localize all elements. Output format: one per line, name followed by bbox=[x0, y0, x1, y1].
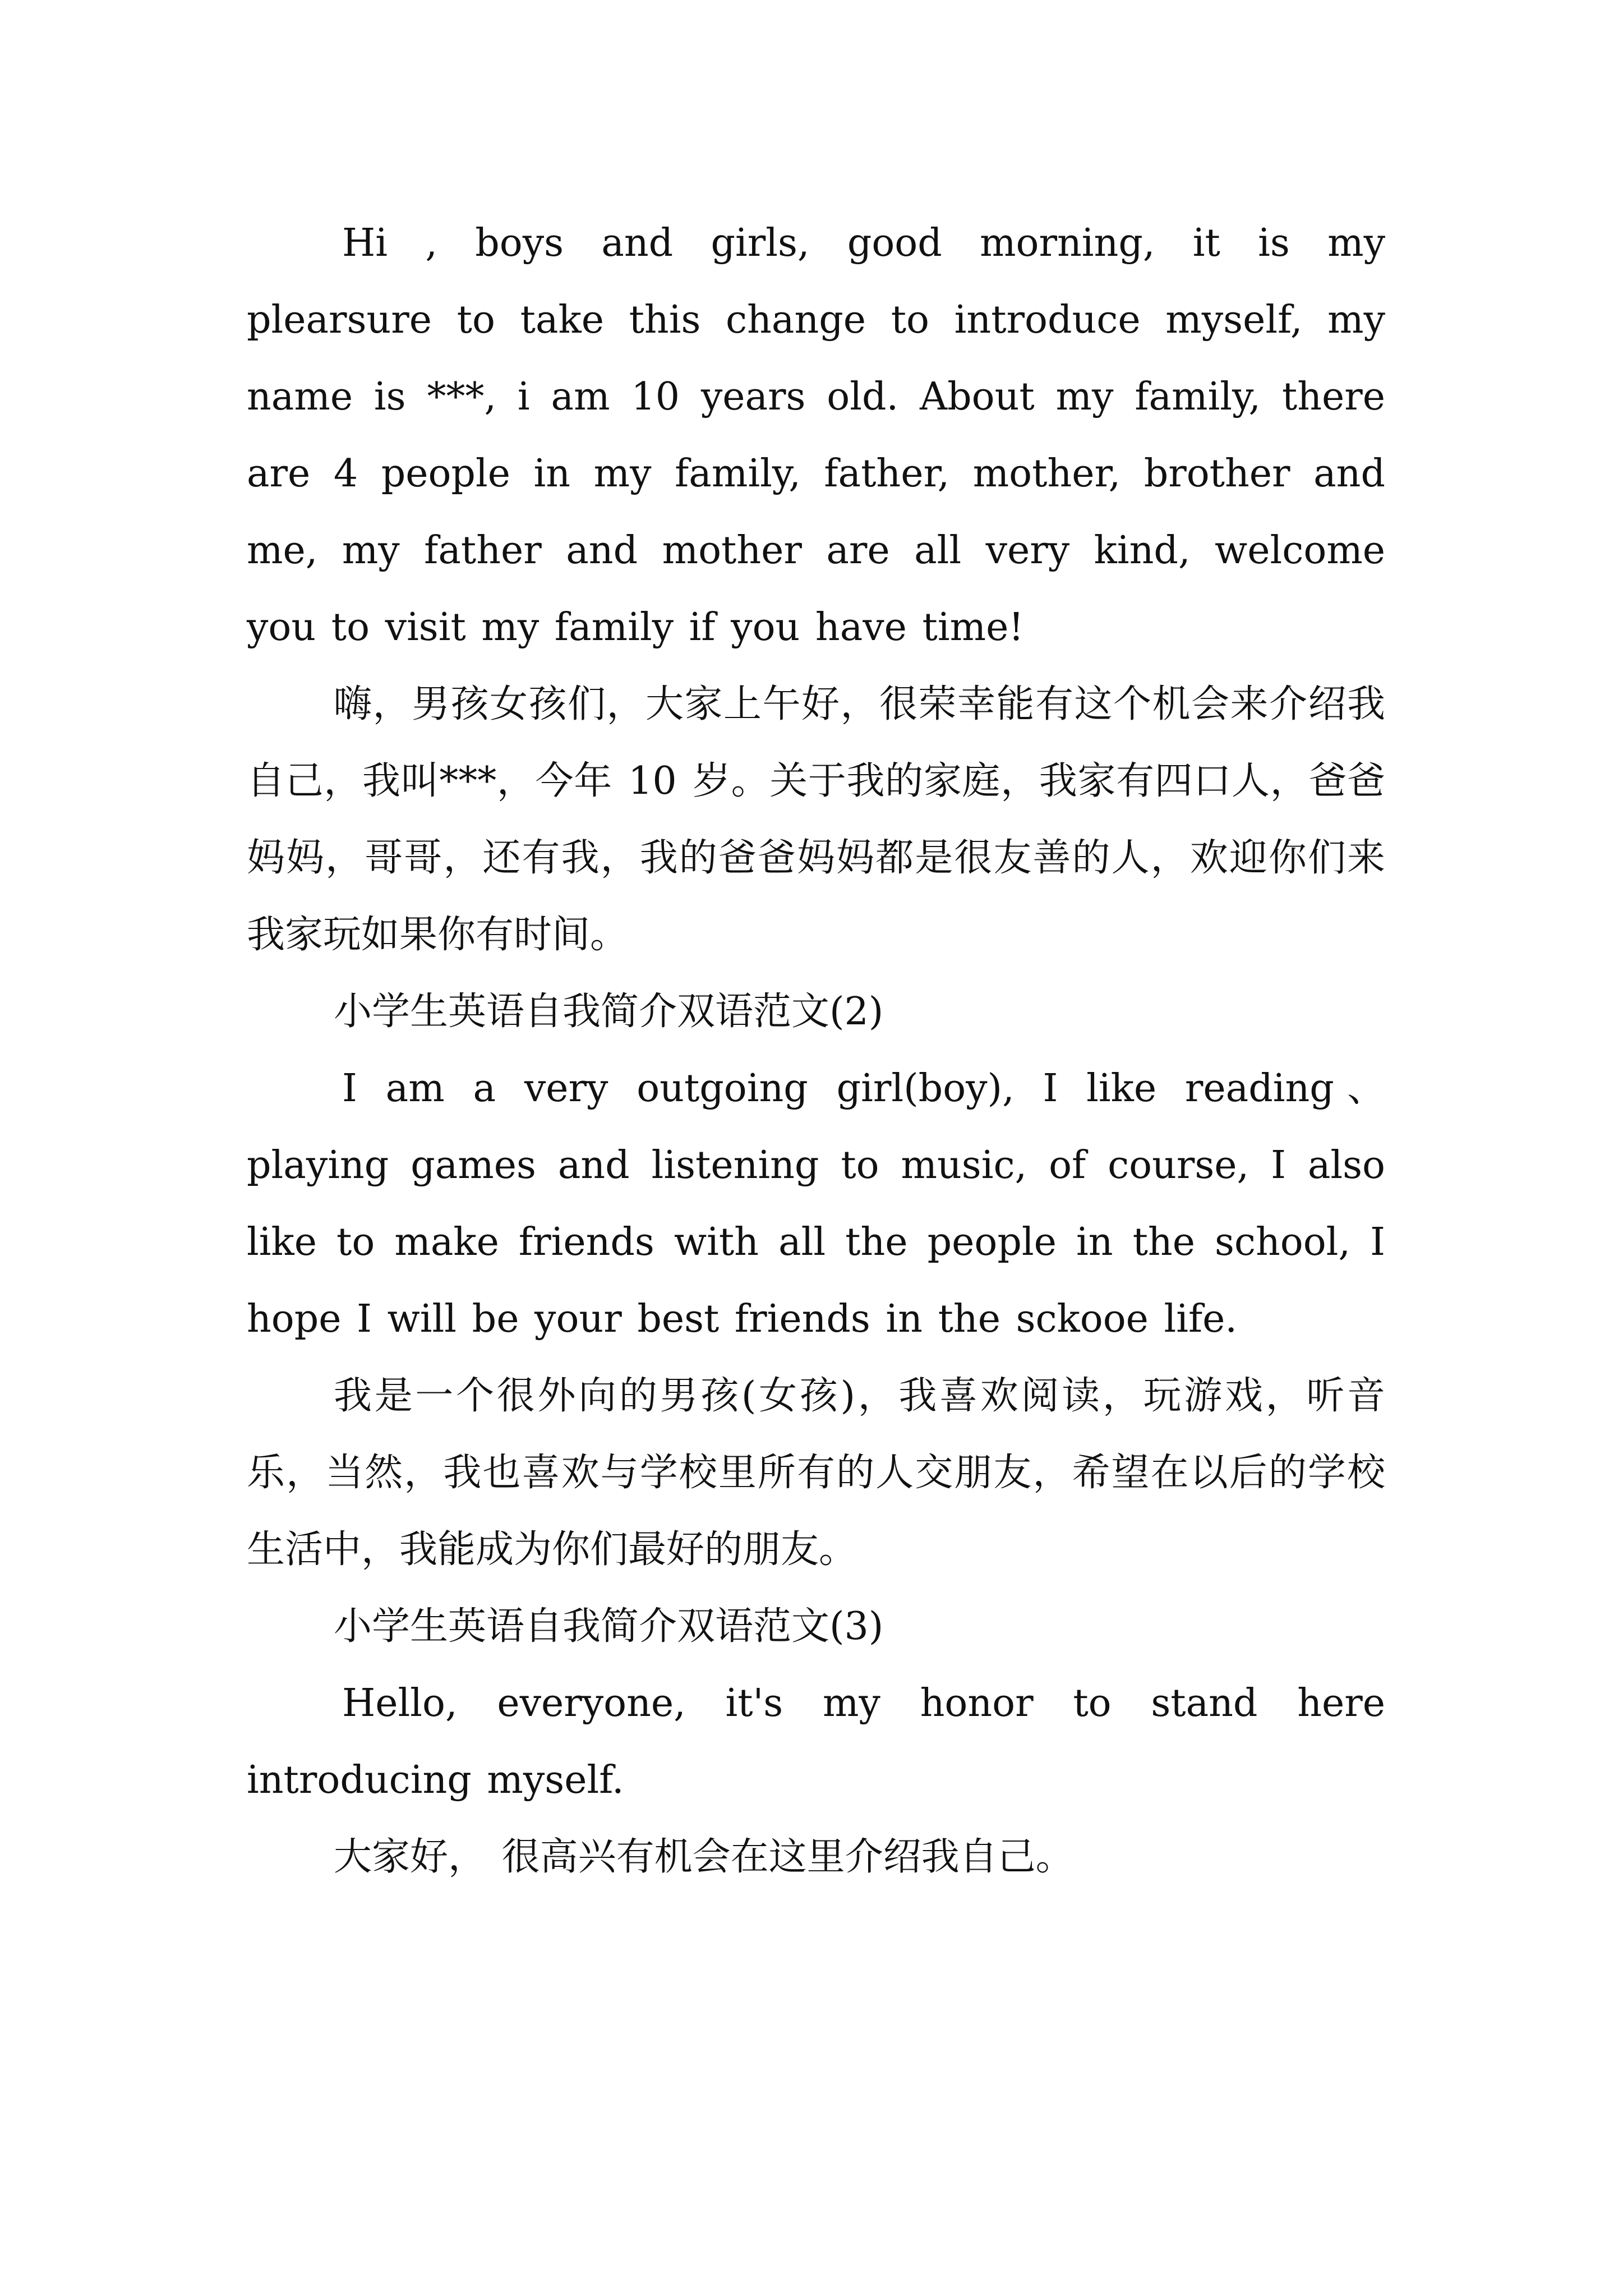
chinese-paragraph-3: 大家好， 很高兴有机会在这里介绍我自己。 bbox=[334, 1835, 1074, 1879]
chinese-paragraph-2: 我是一个很外向的男孩(女孩)，我喜欢阅读，玩游戏，听音乐，当然，我也喜欢与学校里所有的人交朋友，希望在以后的学校生活中，我能成为你们最好的朋友。 bbox=[247, 1374, 1385, 1572]
section-heading-2: 小学生英语自我简介双语范文(2) bbox=[334, 990, 884, 1034]
english-paragraph-3: Hello, everyone, it's my honor to stand here introducing myself. bbox=[247, 1681, 1385, 1802]
english-paragraph-2: I am a very outgoing girl(boy), I like reading、playing games and listening to music, of course, I also like to make friends with all the people in the school, I hope I will be your best friends in the sckooe life. bbox=[247, 1066, 1385, 1341]
chinese-paragraph-1: 嗨，男孩女孩们，大家上午好，很荣幸能有这个机会来介绍我自己，我叫***，今年 10 岁。关于我的家庭，我家有四口人，爸爸妈妈，哥哥，还有我，我的爸爸妈妈都是很友善的人，欢迎你们来我家玩如果你有时间。 bbox=[247, 682, 1385, 957]
section-heading-3: 小学生英语自我简介双语范文(3) bbox=[334, 1604, 884, 1649]
english-paragraph-1: Hi , boys and girls, good morning, it is my plearsure to take this change to introduce myself, my name is ***, i am 10 years old. About my family, there are 4 people in my family, father, mother, brother and me, my father and mother are all very kind, welcome you to visit my family if you have time! bbox=[247, 221, 1385, 650]
document-body bbox=[247, 205, 1385, 1895]
